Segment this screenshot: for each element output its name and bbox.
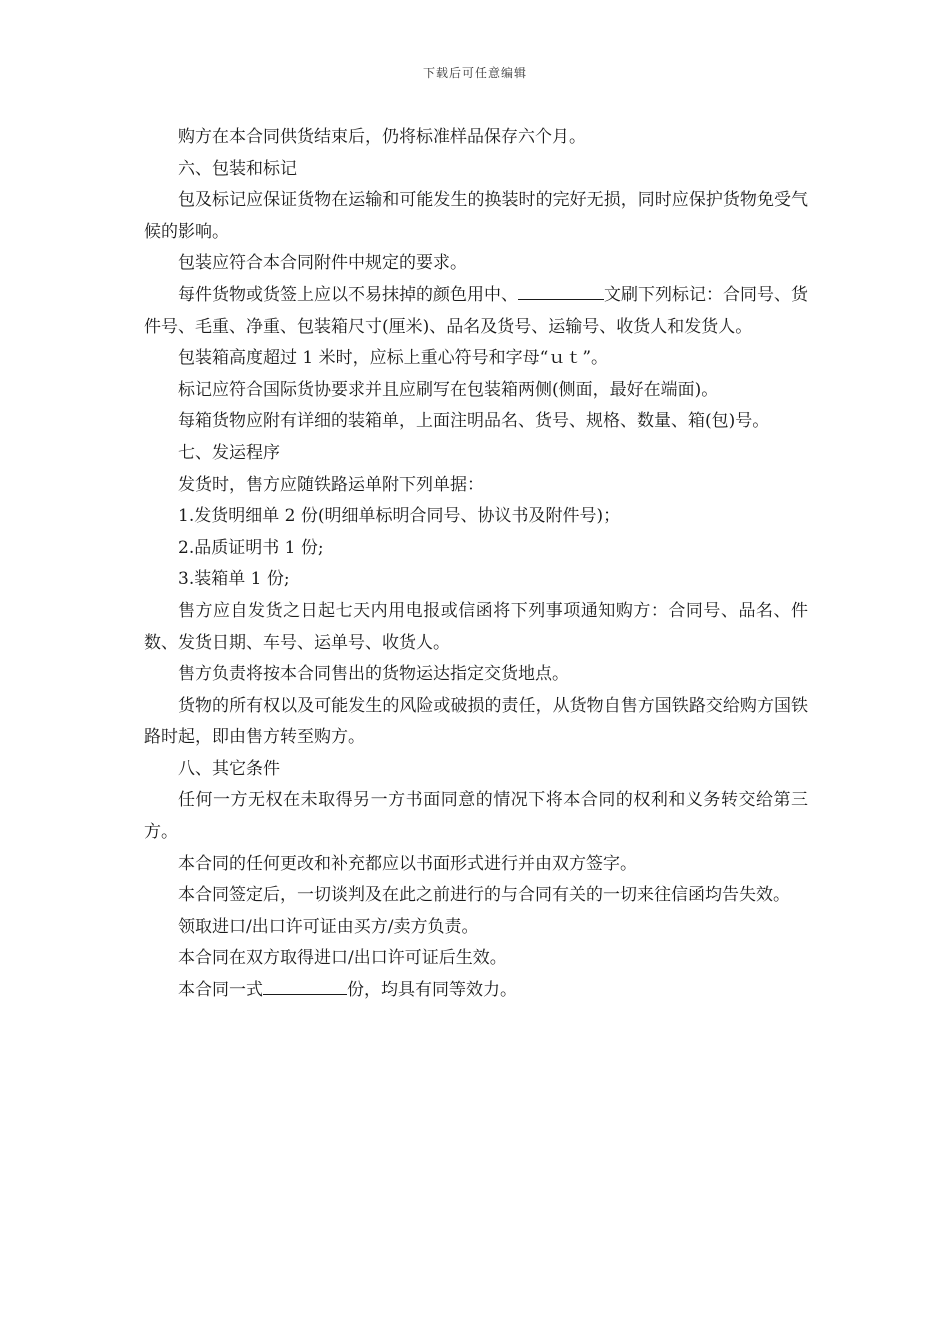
paragraph-packing-list: 每箱货物应附有详细的装箱单，上面注明品名、货号、规格、数量、箱(包)号。	[178, 411, 770, 432]
marking-text-before: 每件货物或货签上应以不易抹掉的颜色用中、	[178, 284, 518, 305]
paragraph-ownership-transfer: 货物的所有权以及可能发生的风险或破损的责任，从货物自售方国铁路交给购方国铁路时起，即由售方转至购方。	[144, 695, 808, 748]
paragraph-shipping-documents: 发货时，售方应随铁路运单附下列单据：	[178, 474, 484, 495]
marking-text-after: 文刷下列标记：合同号、货件号、毛重、净重、包装箱尺寸(厘米)、品名及货号、运输号、收货人和发货人。	[144, 284, 808, 337]
paragraph-marking-fields	[144, 280, 808, 343]
page-header: 下载后可任意编辑	[422, 66, 527, 80]
paragraph-amendments: 本合同的任何更改和补充都应以书面形式进行并由双方签字。	[178, 853, 637, 874]
paragraph-license-responsibility: 领取进口/出口许可证由买方/卖方负责。	[178, 916, 479, 937]
paragraph-no-assignment: 任何一方无权在未取得另一方书面同意的情况下将本合同的权利和义务转交给第三方。	[144, 790, 808, 843]
copies-text-before: 本合同一式	[178, 980, 263, 1001]
list-item-delivery-detail: 1.发货明细单 2 份(明细单标明合同号、协议书及附件号)；	[178, 506, 621, 527]
section-heading-shipping: 七、发运程序	[178, 442, 280, 463]
copies-text-after: 份，均具有同等效力。	[347, 980, 517, 1001]
paragraph-copies	[144, 975, 808, 1007]
paragraph-sample-retention: 购方在本合同供货结束后，仍将标准样品保存六个月。	[178, 127, 586, 147]
paragraph-packaging-protection: 包及标记应保证货物在运输和可能发生的换装时的完好无损，同时应保护货物免受气候的影响。	[144, 190, 808, 242]
copies-count-blank	[263, 976, 347, 995]
paragraph-packaging-requirements: 包装应符合本合同附件中规定的要求。	[178, 253, 467, 274]
list-item-packing-list: 3.装箱单 1 份;	[178, 569, 290, 590]
paragraph-effective-date: 本合同在双方取得进口/出口许可证后生效。	[178, 948, 507, 969]
paragraph-marking-standard: 标记应符合国际货协要求并且应刷写在包装箱两侧(侧面，最好在端面)。	[178, 379, 719, 400]
paragraph-prior-correspondence: 本合同签定后，一切谈判及在此之前进行的与合同有关的一切来往信函均告失效。	[178, 885, 790, 906]
paragraph-center-of-gravity: 包装箱高度超过 1 米时，应标上重心符号和字母“ｕｔ”。	[178, 348, 609, 369]
marking-language-blank	[518, 281, 604, 300]
document-body	[144, 122, 808, 1007]
paragraph-delivery-responsibility: 售方负责将按本合同售出的货物运达指定交货地点。	[178, 664, 569, 685]
section-heading-other-terms: 八、其它条件	[178, 758, 280, 779]
section-heading-packaging: 六、包装和标记	[178, 158, 297, 179]
paragraph-shipping-notice: 售方应自发货之日起七天内用电报或信函将下列事项通知购方：合同号、品名、件数、发货日期、车号、运单号、收货人。	[144, 600, 808, 653]
list-item-quality-certificate: 2.品质证明书 1 份;	[178, 537, 324, 558]
